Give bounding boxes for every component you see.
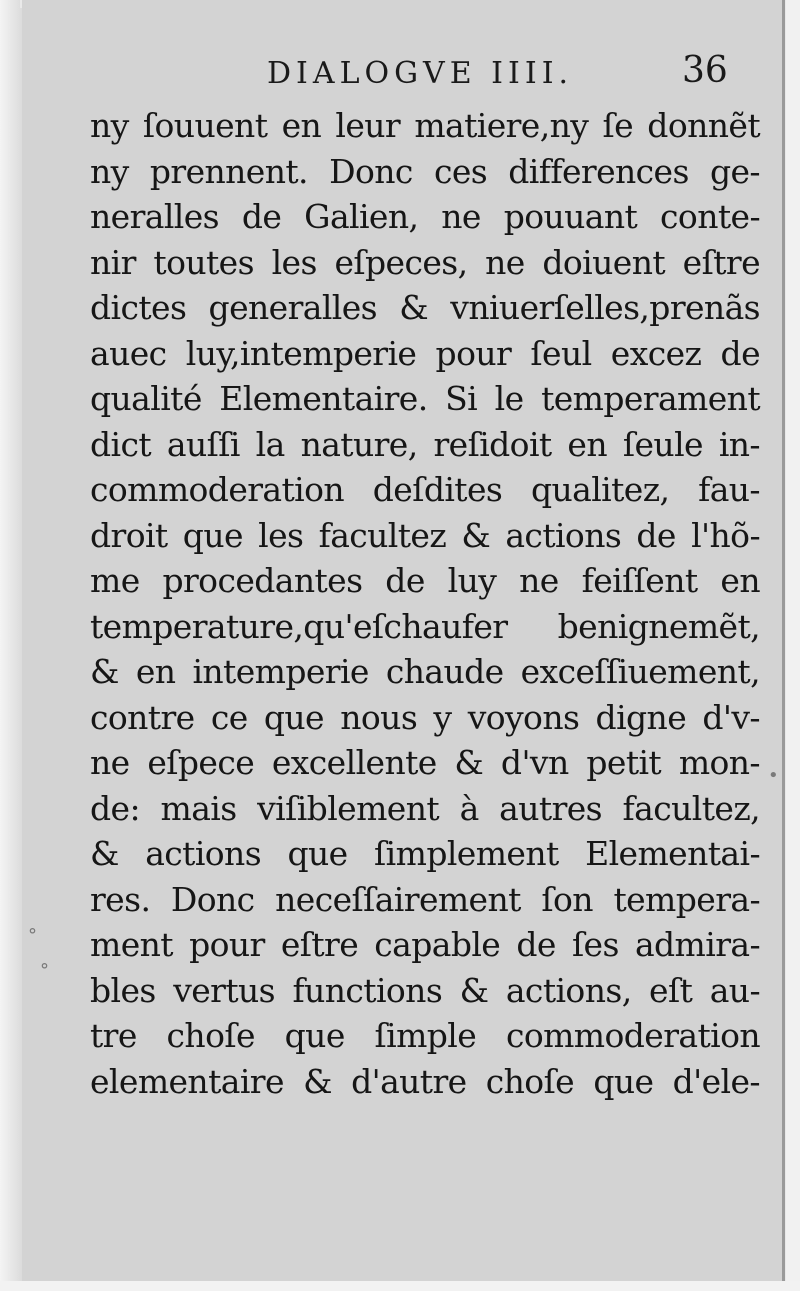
text-line: temperature,qu'eſchaufer benignemẽt, [90, 606, 760, 646]
margin-mark: ° [40, 960, 49, 981]
text-line: ny prennent. Donc ces differences ge- [90, 151, 760, 191]
text-line: droit que les facultez & actions de l'hõ- [90, 515, 760, 555]
page-edge-bottom [0, 1281, 800, 1291]
text-line: elementaire & d'autre choſe que d'ele- [90, 1061, 760, 1101]
text-line: & en intemperie chaude exceſſiuement, [90, 652, 760, 691]
running-head: DIALOGVE IIII. [267, 56, 574, 91]
text-line: nir toutes les eſpeces, ne doiuent eſtre [90, 242, 760, 282]
book-page [22, 0, 785, 1282]
text-line: res. Donc neceſſairement ſon tempera- [90, 879, 760, 919]
text-line: commoderation deſdites qualitez, fau- [90, 470, 760, 509]
text-line: dict auſſi la nature, reſidoit en ſeule in- [90, 424, 760, 464]
text-line: neralles de Galien, ne pouuant conte- [90, 197, 760, 236]
text-line: ny ſouuent en leur matiere,ny ſe donnẽt [90, 106, 760, 145]
text-line: & actions que ſimplement Elementai- [90, 834, 760, 873]
text-line: qualité Elementaire. Si le temperament [90, 379, 760, 418]
page-number: 36 [682, 50, 728, 91]
text-line: ment pour eſtre capable de ſes admira- [90, 925, 760, 964]
page-edge-right [786, 0, 800, 1291]
text-line: tre choſe que ſimple commoderation [90, 1016, 760, 1055]
text-line: bles vertus functions & actions, eſt au- [90, 970, 760, 1010]
body-text [90, 103, 760, 1104]
margin-mark: ° [28, 925, 37, 946]
text-line: dictes generalles & vniuerſelles,prenãs [90, 288, 760, 327]
text-line: de: mais viſiblement à autres facultez, [90, 788, 760, 828]
margin-mark: • [768, 765, 779, 786]
text-line: ne eſpece excellente & d'vn petit mon- [90, 743, 760, 782]
text-line: auec luy,intemperie pour ſeul excez de [90, 333, 760, 373]
text-line: contre ce que nous y voyons digne d'v- [90, 697, 760, 737]
page-header [22, 52, 782, 102]
text-line: me procedantes de luy ne feiſſent en [90, 561, 760, 600]
